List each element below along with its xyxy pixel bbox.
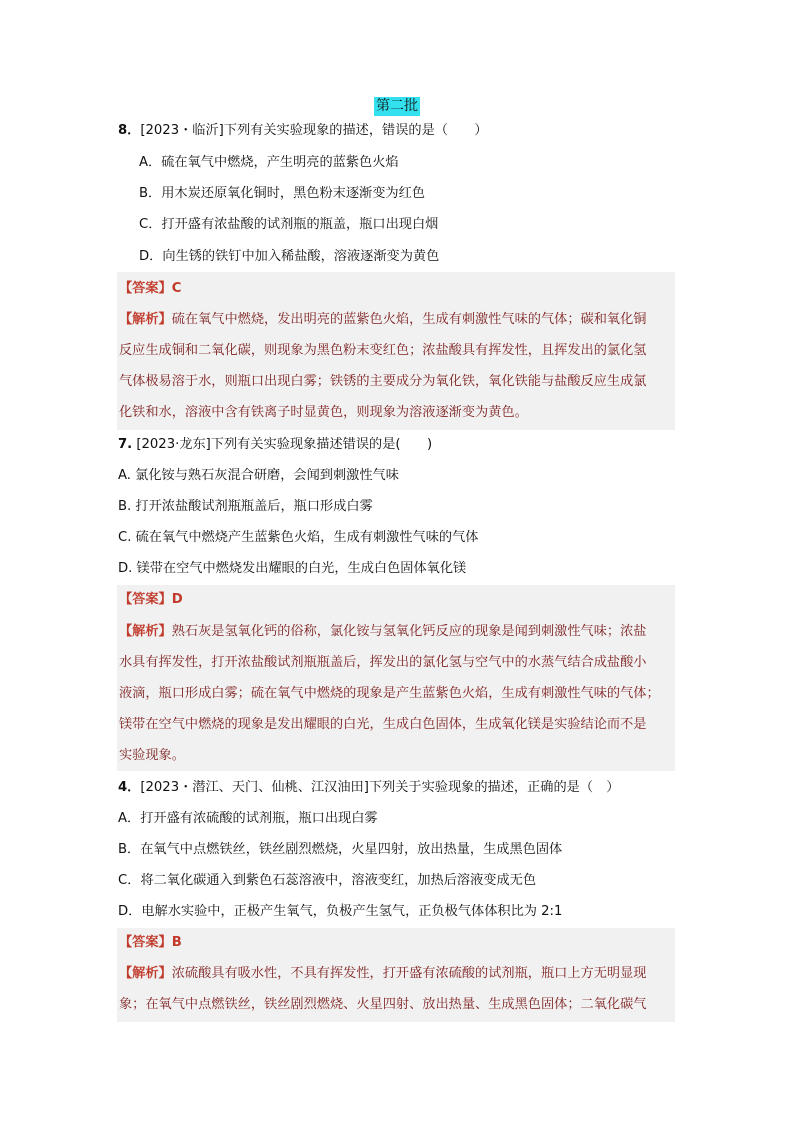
question-8-option-c: C．打开盛有浓盐酸的试剂瓶的瓶盖，瓶口出现白烟 [139, 217, 439, 232]
question-7-option-c: C. 硫在氧气中燃烧产生蓝紫色火焰，生成有刺激性气味的气体 [118, 530, 479, 545]
question-4-explanation-line [119, 964, 675, 984]
explanation-label: 【解析】 [119, 312, 172, 327]
question-8-option-d: D．向生锈的铁钉中加入稀盐酸，溶液逐渐变为黄色 [139, 249, 440, 264]
question-8-number: 8． [118, 123, 141, 138]
answer-label: 【答案】 [119, 935, 172, 950]
question-8-explanation-line [119, 310, 675, 330]
question-7-answer [119, 590, 675, 610]
question-7-explanation-line: 实验现象。 [119, 748, 185, 763]
question-7-answer-block [117, 585, 675, 771]
question-8-text: [2023・临沂]下列有关实验现象的描述，错误的是（ ） [140, 123, 488, 138]
question-8-explanation-line: 化铁和水，溶液中含有铁离子时显黄色，则现象为溶液逐渐变为黄色。 [119, 405, 528, 420]
question-7-option-d: D. 镁带在空气中燃烧发出耀眼的白光，生成白色固体氧化镁 [118, 561, 467, 576]
question-7-explanation-line: 水具有挥发性，打开浓盐酸试剂瓶瓶盖后，挥发出的氯化氢与空气中的水蒸气结合成盐酸小 [119, 655, 647, 670]
question-4-answer [119, 933, 675, 953]
answer-value: D [171, 592, 183, 607]
question-4-option-b: B．在氧气中点燃铁丝，铁丝剧烈燃烧，火星四射，放出热量，生成黑色固体 [118, 842, 563, 857]
explanation-text: 硫在氧气中燃烧，发出明亮的蓝紫色火焰，生成有刺激性气味的气体；碳和氧化铜 [171, 312, 647, 327]
question-8-option-a: A．硫在氧气中燃烧，产生明亮的蓝紫色火焰 [139, 155, 399, 170]
explanation-text: 熟石灰是氢氧化钙的俗称，氯化铵与氢氧化钙反应的现象是闻到刺激性气味；浓盐 [171, 624, 647, 639]
question-8-explanation-line: 气体极易溶于水，则瓶口出现白雾；铁锈的主要成分为氧化铁，氧化铁能与盐酸反应生成氯 [119, 374, 647, 389]
question-7-number: 7. [118, 437, 133, 452]
question-8-explanation-line: 反应生成铜和二氧化碳，则现象为黑色粉末变红色；浓盐酸具有挥发性，且挥发出的氯化氢 [119, 343, 647, 358]
question-8-stem [118, 121, 678, 141]
question-4-option-d: D．电解水实验中，正极产生氧气，负极产生氢气，正负极气体体积比为 2:1 [118, 904, 563, 919]
explanation-label: 【解析】 [119, 624, 172, 639]
question-7-option-a: A. 氯化铵与熟石灰混合研磨，会闻到刺激性气味 [118, 468, 399, 483]
question-4-stem [118, 778, 678, 798]
question-4-number: 4． [118, 780, 141, 795]
question-4-option-a: A．打开盛有浓硫酸的试剂瓶，瓶口出现白雾 [118, 811, 378, 826]
answer-label: 【答案】 [119, 281, 172, 296]
question-7-option-b: B. 打开浓盐酸试剂瓶瓶盖后，瓶口形成白雾 [118, 499, 373, 514]
question-7-explanation-line: 镁带在空气中燃烧的现象是发出耀眼的白光，生成白色固体，生成氧化镁是实验结论而不是 [119, 717, 647, 732]
answer-label: 【答案】 [119, 592, 172, 607]
question-7-explanation-line: 液滴，瓶口形成白雾；硫在氧气中燃烧的现象是产生蓝紫色火焰，生成有刺激性气味的气体； [119, 686, 660, 701]
batch-title: 第二批 [376, 98, 418, 114]
question-7-explanation-line [119, 622, 675, 642]
explanation-label: 【解析】 [119, 966, 172, 981]
question-8-answer [119, 279, 675, 299]
question-4-option-c: C．将二氧化碳通入到紫色石蕊溶液中，溶液变红，加热后溶液变成无色 [118, 873, 537, 888]
question-8-option-b: B．用木炭还原氧化铜时，黑色粉末逐渐变为红色 [139, 186, 425, 201]
question-7-text: [2023·龙东]下列有关实验现象描述错误的是( ) [132, 437, 433, 452]
question-4-explanation-line: 象；在氧气中点燃铁丝，铁丝剧烈燃烧、火星四射、放出热量、生成黑色固体；二氧化碳气 [119, 997, 647, 1012]
answer-value: B [171, 935, 182, 950]
explanation-text: 浓硫酸具有吸水性，不具有挥发性，打开盛有浓硫酸的试剂瓶，瓶口上方无明显现 [171, 966, 647, 981]
answer-value: C [171, 281, 182, 296]
question-4-text: [2023・潜江、天门、仙桃、江汉油田]下列关于实验现象的描述，正确的是（ ） [140, 780, 620, 795]
question-7-stem [118, 435, 678, 455]
